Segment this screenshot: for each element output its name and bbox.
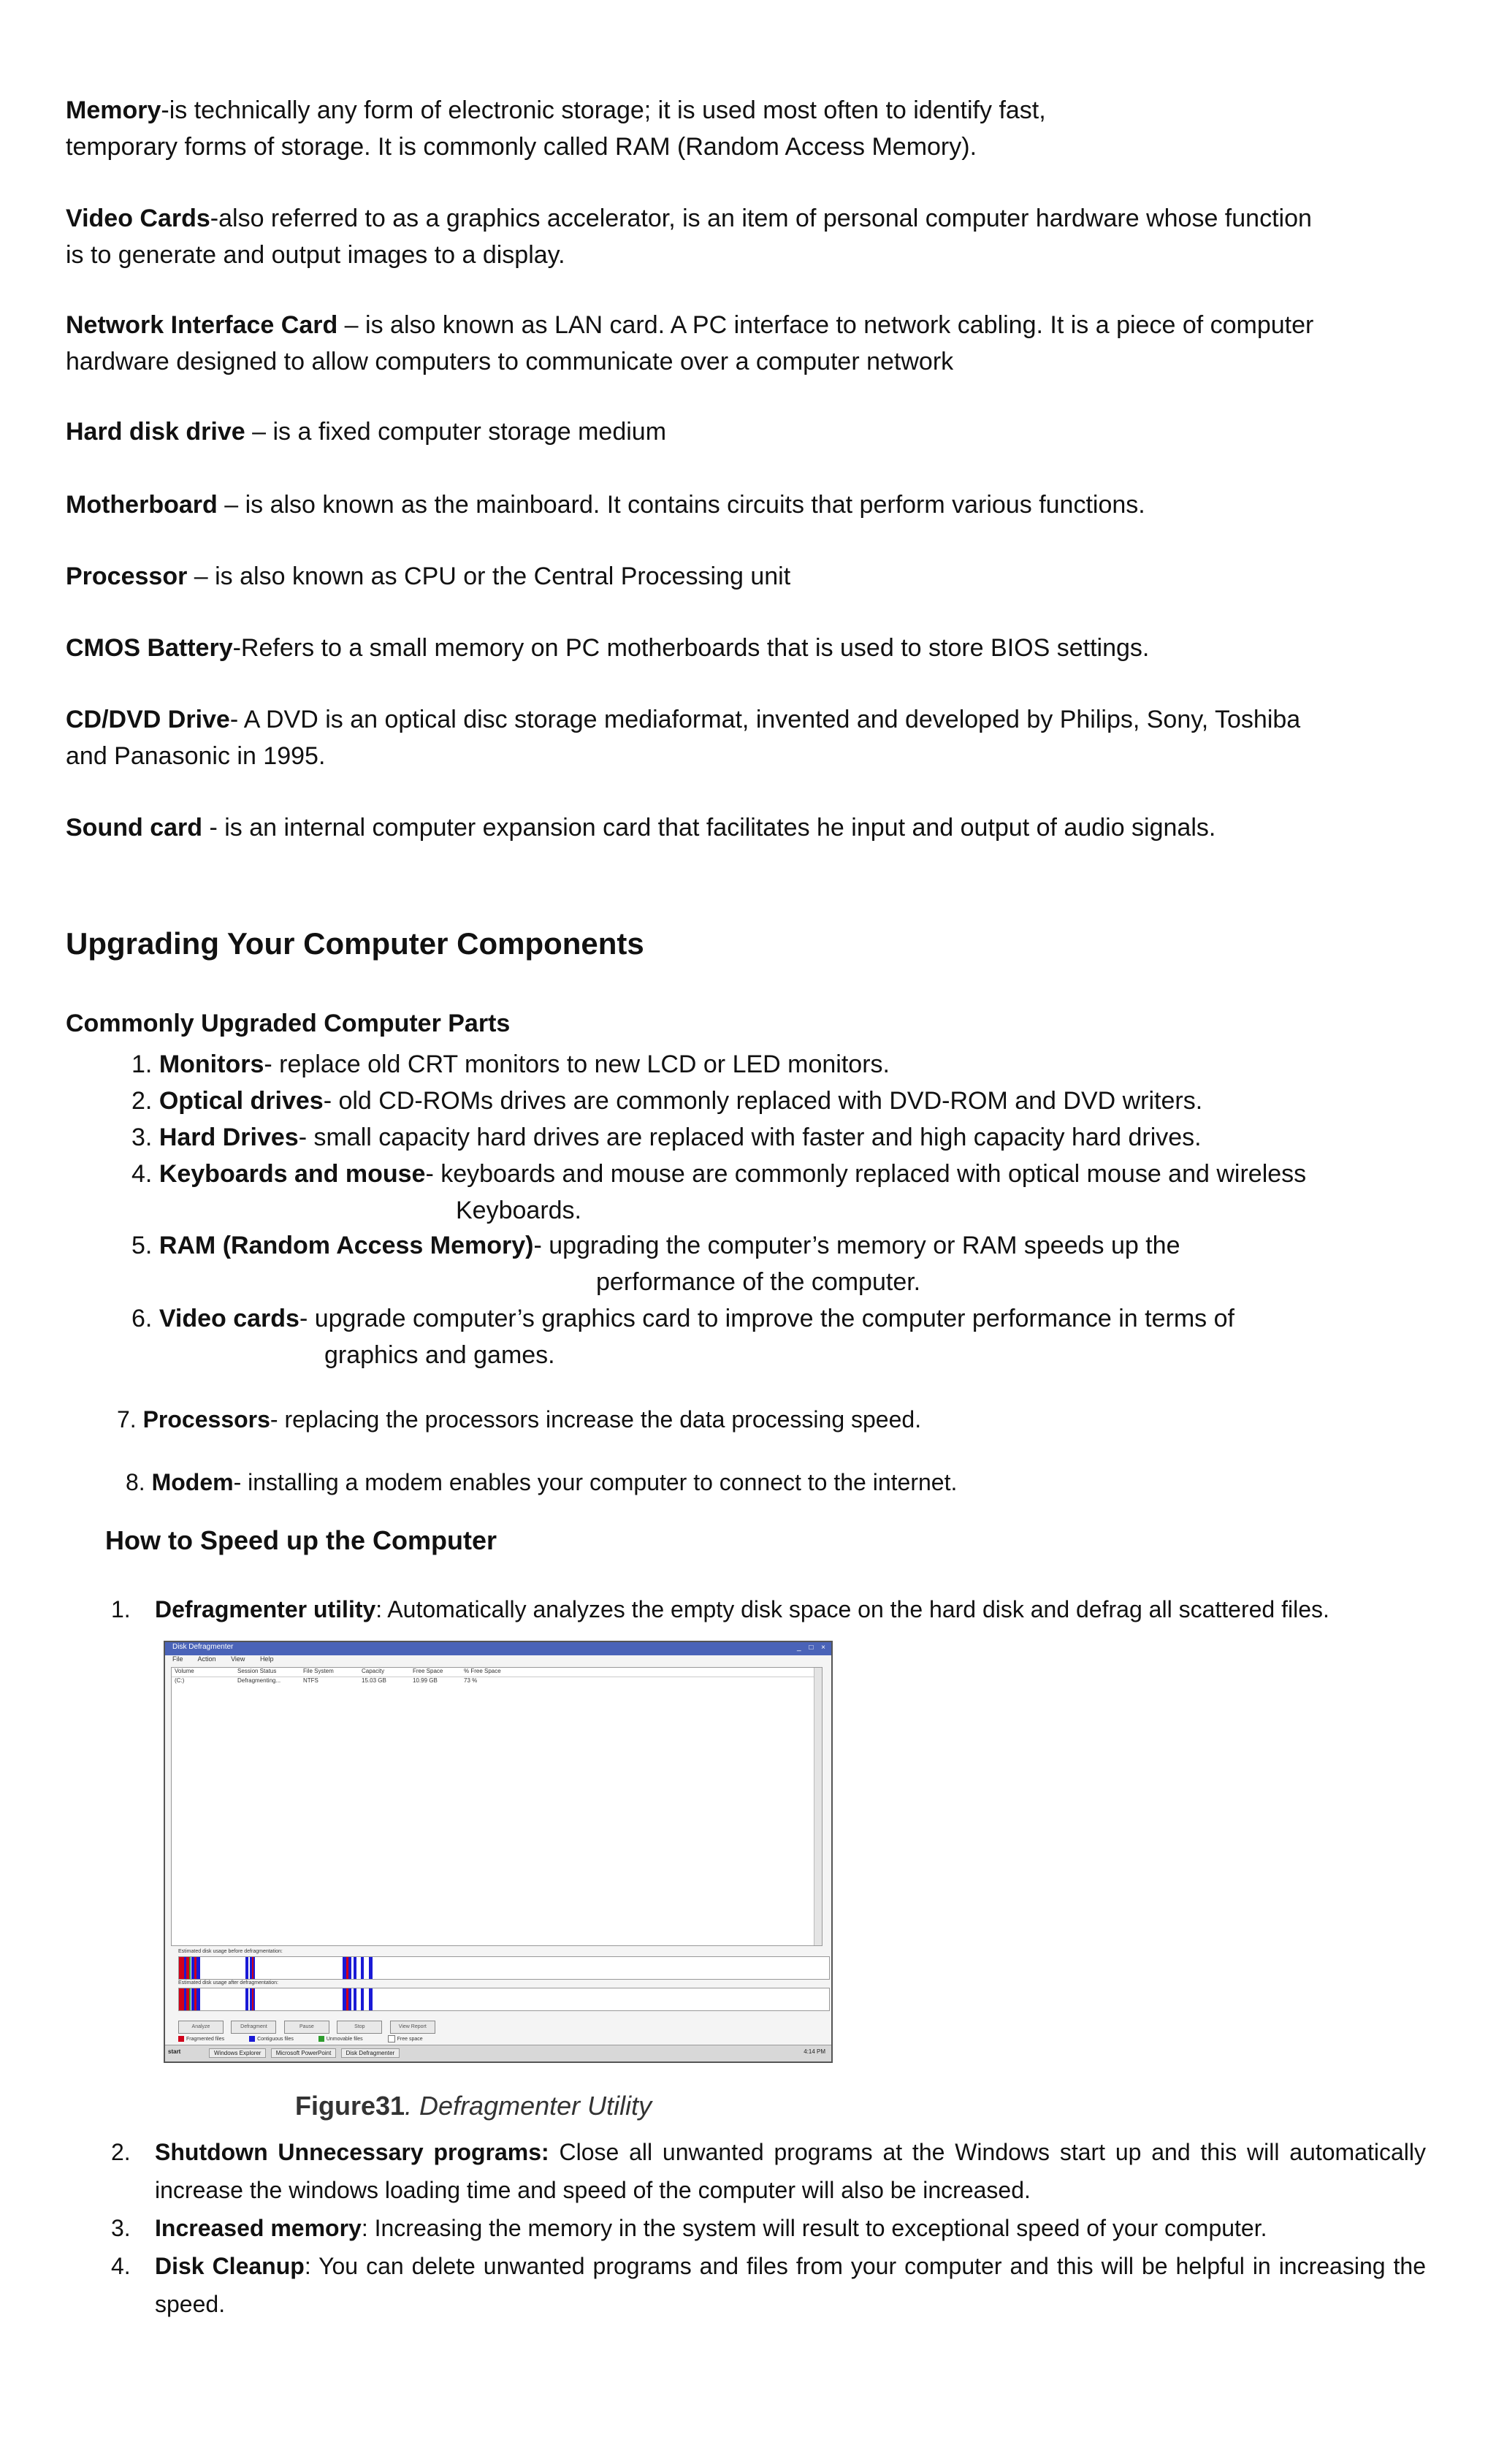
item-term: Keyboards and mouse [159, 1160, 426, 1188]
item-text: - small capacity hard drives are replaced with faster and high capacity hard drives. [298, 1124, 1202, 1151]
item-term: Optical drives [159, 1087, 324, 1115]
start-button[interactable]: start [168, 2048, 181, 2055]
item-text: : Automatically analyzes the empty disk space on the hard disk and defrag all scattered files. [375, 1596, 1329, 1622]
fragmented-swatch-icon [178, 2036, 184, 2042]
cell-free: 10.99 GB [413, 1677, 438, 1684]
col-free-space[interactable]: Free Space [413, 1668, 443, 1674]
menu-action[interactable]: Action [197, 1655, 216, 1663]
contiguous-swatch-icon [249, 2036, 255, 2042]
figure-caption-text: . Defragmenter Utility [405, 2091, 652, 2121]
legend-free: Free space [388, 2037, 435, 2042]
list-number: 6. [131, 1305, 153, 1332]
taskbar [165, 2045, 831, 2061]
list-item [131, 1119, 1202, 1156]
definition-text: - A DVD is an optical disc storage mediaformat, invented and developed by Philips, Sony, Toshiba [229, 706, 1301, 733]
item-term: Monitors [159, 1050, 264, 1078]
task-item[interactable]: Disk Defragmenter [341, 2048, 400, 2058]
item-term: RAM (Random Access Memory) [159, 1232, 534, 1259]
speedup-item-3 [111, 2209, 1426, 2247]
pause-button[interactable]: Pause [284, 2021, 329, 2034]
list-item [126, 1465, 957, 1499]
list-number: 4. [111, 2253, 131, 2279]
list-number: 4. [131, 1160, 153, 1188]
list-item [131, 1083, 1202, 1119]
item-term: Shutdown Unnecessary programs: [155, 2139, 549, 2165]
usage-after-bar [178, 1988, 830, 2011]
definition-1 [66, 92, 1432, 165]
usage-segment [369, 1988, 373, 2010]
item-continuation: performance of the computer. [596, 1268, 921, 1296]
item-continuation: graphics and games. [324, 1341, 555, 1369]
list-number: 1. [111, 1596, 131, 1622]
legend-fragmented: Fragmented files [178, 2037, 236, 2042]
usage-before-label: Estimated disk usage before defragmentation: [178, 1949, 283, 1954]
task-item[interactable]: Windows Explorer [209, 2048, 266, 2058]
usage-after-label: Estimated disk usage after defragmentation: [178, 1980, 278, 1986]
figure-label: Figure31 [295, 2091, 405, 2121]
col-capacity[interactable]: Capacity [362, 1668, 385, 1674]
window-controls-icon: _ □ × [797, 1644, 828, 1652]
upgraded-parts-subheading: Commonly Upgraded Computer Parts [66, 1010, 511, 1037]
taskbar-tasks [209, 2048, 402, 2058]
speedup-heading: How to Speed up the Computer [105, 1525, 497, 1555]
usage-segment [179, 1957, 184, 1979]
item-term: Defragmenter utility [155, 1596, 376, 1622]
window-title: Disk Defragmenter [172, 1643, 234, 1651]
usage-segment [369, 1957, 373, 1979]
definition-term: Sound card [66, 814, 203, 842]
list-number: 7. [117, 1406, 137, 1433]
usage-segment [196, 1988, 199, 2010]
list-item [131, 1046, 890, 1083]
definition-3 [66, 307, 1432, 380]
item-term: Processors [142, 1406, 270, 1433]
cell-percent: 73 % [464, 1677, 478, 1684]
definition-text: – is also known as LAN card. A PC interface to network cabling. It is a piece of computer [337, 311, 1314, 339]
definition-7 [66, 630, 1432, 666]
definition-2 [66, 200, 1432, 273]
usage-segment [253, 1988, 255, 2010]
cell-fs: NTFS [303, 1677, 318, 1684]
usage-segment [196, 1957, 199, 1979]
list-item [131, 1300, 1234, 1337]
col-file-system[interactable]: File System [303, 1668, 334, 1674]
definition-text: – is a fixed computer storage medium [245, 418, 667, 446]
definition-8 [66, 701, 1432, 774]
window-titlebar [165, 1642, 831, 1655]
usage-segment [253, 1957, 255, 1979]
col-session-status[interactable]: Session Status [237, 1668, 277, 1674]
list-number: 2. [111, 2139, 131, 2165]
figure-caption [295, 2091, 652, 2121]
definition-9 [66, 809, 1432, 846]
defragmenter-screenshot [164, 1641, 833, 2063]
item-text: - replacing the processors increase the data processing speed. [270, 1406, 922, 1433]
speedup-item-2 [111, 2133, 1426, 2209]
legend-contiguous: Contiguous files [249, 2037, 305, 2042]
cell-status: Defragmenting... [237, 1677, 281, 1684]
usage-segment [364, 1957, 365, 1979]
item-continuation: Keyboards. [456, 1197, 581, 1224]
item-term: Disk Cleanup [155, 2253, 305, 2279]
definition-term: Video Cards [66, 205, 210, 232]
cell-volume: (C:) [175, 1677, 185, 1684]
definition-6 [66, 558, 1432, 595]
definition-term: CD/DVD Drive [66, 706, 230, 733]
list-number: 3. [131, 1124, 153, 1151]
table-row[interactable] [172, 1677, 822, 1686]
defragment-button[interactable]: Defragment [231, 2021, 276, 2034]
menu-file[interactable]: File [172, 1655, 183, 1663]
action-buttons [178, 2018, 440, 2034]
stop-button[interactable]: Stop [337, 2021, 382, 2034]
definition-4 [66, 413, 1432, 450]
list-number: 2. [131, 1087, 153, 1115]
menu-view[interactable]: View [231, 1655, 245, 1663]
definition-text: - is an internal computer expansion card that facilitates he input and output of audio signals. [202, 814, 1216, 842]
legend [178, 2035, 446, 2042]
item-term: Increased memory [155, 2215, 362, 2241]
cell-capacity: 15.03 GB [362, 1677, 386, 1684]
item-text: - replace old CRT monitors to new LCD or LED monitors. [264, 1050, 890, 1078]
list-number: 3. [111, 2215, 131, 2241]
upgrading-heading: Upgrading Your Computer Components [66, 926, 644, 961]
legend-unmovable: Unmovable files [318, 2037, 375, 2042]
usage-before-bar [178, 1956, 830, 1980]
definition-term: Hard disk drive [66, 418, 245, 446]
item-text: - old CD-ROMs drives are commonly replaced with DVD-ROM and DVD writers. [323, 1087, 1203, 1115]
definition-term: Network Interface Card [66, 311, 338, 339]
task-item[interactable]: Microsoft PowerPoint [271, 2048, 337, 2058]
usage-segment [364, 1988, 365, 2010]
analyze-button[interactable]: Analyze [178, 2021, 224, 2034]
item-text: Close all unwanted programs at the Windows start up and this will automatically increase the windows loading time and speed of the computer will also be increased. [155, 2139, 1427, 2203]
definition-text: hardware designed to allow computers to communicate over a computer network [66, 348, 954, 375]
definition-text: is to generate and output images to a display. [66, 241, 565, 269]
vertical-scrollbar[interactable] [814, 1668, 822, 1945]
unmovable-swatch-icon [318, 2036, 324, 2042]
list-item [117, 1403, 921, 1436]
item-text: - installing a modem enables your computer to connect to the internet. [233, 1469, 958, 1495]
definition-5 [66, 487, 1432, 523]
view-report-button[interactable]: View Report [390, 2021, 435, 2034]
usage-segment [356, 1988, 359, 2010]
definition-term: Motherboard [66, 491, 218, 519]
item-term: Modem [151, 1469, 234, 1495]
list-number: 1. [131, 1050, 153, 1078]
speedup-item-1 [111, 1593, 1426, 1626]
volume-list [171, 1667, 823, 1946]
item-term: Video cards [159, 1305, 299, 1332]
col-percent-free[interactable]: % Free Space [464, 1668, 501, 1674]
definition-text: – is also known as the mainboard. It contains circuits that perform various functions. [217, 491, 1145, 519]
free-swatch-icon [388, 2035, 395, 2042]
taskbar-clock: 4:14 PM [804, 2048, 825, 2055]
definition-term: Memory [66, 96, 161, 124]
definition-text: – is also known as CPU or the Central Processing unit [187, 562, 791, 590]
list-item [131, 1227, 1180, 1264]
definition-text: temporary forms of storage. It is commonly called RAM (Random Access Memory). [66, 133, 977, 161]
item-text: - upgrading the computer’s memory or RAM speeds up the [533, 1232, 1180, 1259]
usage-segment [179, 1988, 184, 2010]
item-text: : You can delete unwanted programs and files from your computer and this will be helpful in increasing the speed. [155, 2253, 1427, 2317]
speedup-item-4 [111, 2247, 1426, 2323]
list-number: 8. [126, 1469, 145, 1495]
list-item [131, 1156, 1306, 1192]
item-text: - keyboards and mouse are commonly replaced with optical mouse and wireless [425, 1160, 1307, 1188]
item-text: - upgrade computer’s graphics card to improve the computer performance in terms of [299, 1305, 1234, 1332]
menu-bar [165, 1655, 831, 1666]
definition-text: -Refers to a small memory on PC motherboards that is used to store BIOS settings. [232, 634, 1150, 662]
item-text: : Increasing the memory in the system will result to exceptional speed of your computer. [361, 2215, 1267, 2241]
volume-list-header [172, 1668, 822, 1677]
menu-help[interactable]: Help [259, 1655, 274, 1663]
list-number: 5. [131, 1232, 153, 1259]
col-volume[interactable]: Volume [175, 1668, 194, 1674]
item-term: Hard Drives [159, 1124, 299, 1151]
definition-text: and Panasonic in 1995. [66, 742, 326, 770]
definition-term: Processor [66, 562, 188, 590]
definition-text: -also referred to as a graphics accelerator, is an item of personal computer hardware whose function [210, 205, 1312, 232]
usage-segment [356, 1957, 359, 1979]
definition-term: CMOS Battery [66, 634, 233, 662]
definition-text: -is technically any form of electronic storage; it is used most often to identify fast, [161, 96, 1046, 124]
